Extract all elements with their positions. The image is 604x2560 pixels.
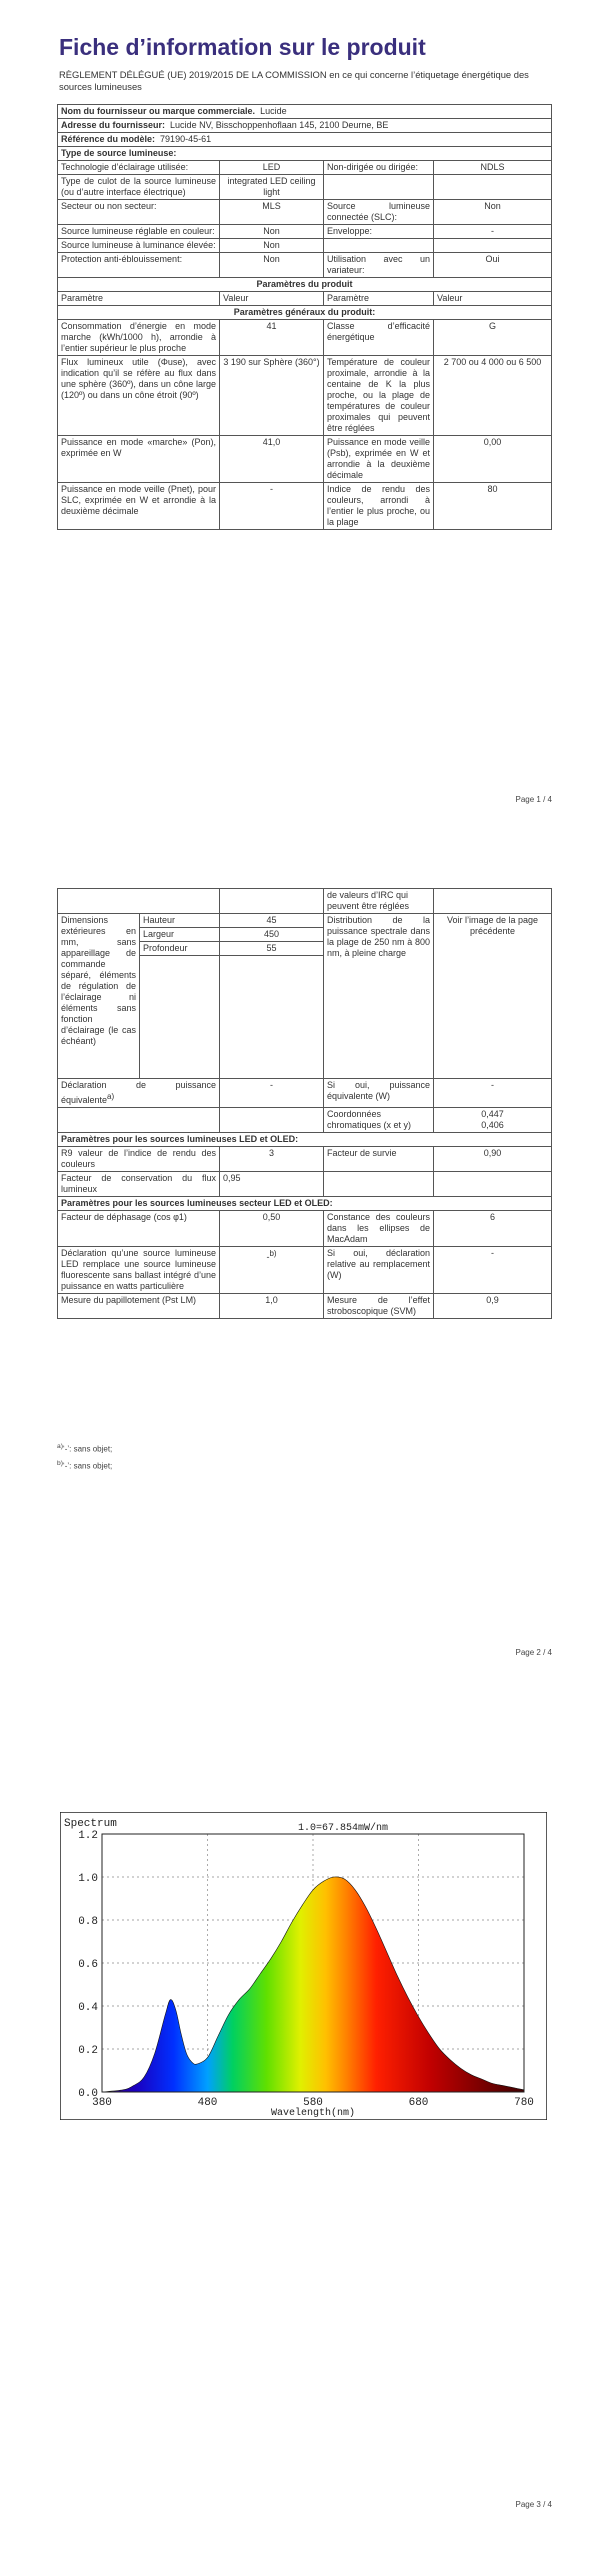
pf-value: 0,50 (220, 1211, 324, 1247)
maint-value: 0,95 (220, 1172, 324, 1197)
y-tick-label: 1.0 (78, 1873, 98, 1885)
led-params-header: Paramètres pour les sources lumineuses LED et OLED: (58, 1133, 552, 1147)
supplier-address-label: Adresse du fournisseur: (61, 120, 166, 130)
r9-row (58, 1147, 552, 1172)
macadam-value: 6 (434, 1211, 552, 1247)
type-row (58, 200, 552, 225)
type-row (58, 161, 552, 175)
general-row-label-2: Indice de rendu des couleurs, arrondi à l’entier le plus proche, ou la plage (324, 483, 434, 530)
type-row-label: Source lumineuse réglable en couleur: (58, 225, 220, 239)
type-row-label-2: Enveloppe: (324, 225, 434, 239)
y-tick-label: 0.0 (78, 2088, 98, 2100)
r9-label: R9 valeur de l’indice de rendu des couleurs (58, 1147, 220, 1172)
equiv-footnote-mark: a) (107, 1092, 115, 1101)
type-row-value-2: - (434, 225, 552, 239)
type-row-label-2: Source lumineuse connectée (SLC): (324, 200, 434, 225)
dim-label: Hauteur (140, 914, 220, 928)
dimensions-row (58, 914, 552, 928)
x-tick-label: 380 (92, 2097, 112, 2109)
type-row-value: Non (220, 225, 324, 239)
chromaticity-row (58, 1108, 552, 1133)
type-row (58, 239, 552, 253)
dim-label: Profondeur (140, 942, 220, 956)
replacement-row (58, 1247, 552, 1294)
dim-value: 55 (220, 942, 324, 956)
stroboscopic-label: Mesure de l’effet stroboscopique (SVM) (324, 1294, 434, 1319)
page-number: Page 2 / 4 (515, 1648, 552, 1657)
type-row-label: Protection anti-éblouissement: (58, 253, 220, 278)
supplier-name-value: Lucide (260, 106, 287, 116)
type-row-value: LED (220, 161, 324, 175)
general-row-label: Puissance en mode «marche» (Pon), exprimée en W (58, 436, 220, 483)
general-row-value: 3 190 sur Sphère (360°) (220, 356, 324, 436)
general-row-label-2: Température de couleur proximale, arrondie à la centaine de K la plus proche, ou la plage de températures de couleur proximales qui peuvent être réglées (324, 356, 434, 436)
footnote-b: $^{b)}$‘-’: sans objet; (57, 1460, 113, 1471)
general-row (58, 483, 552, 530)
cri-continued-row (58, 889, 552, 914)
equivalent-power-row (58, 1079, 552, 1108)
general-row-label-2: Puissance en mode veille (Psb), exprimée en W et arrondie à la deuxième décimale (324, 436, 434, 483)
footnote-a: $^{a)}$‘-’: sans objet; (57, 1443, 113, 1454)
pf-label: Facteur de déphasage (cos φ1) (58, 1211, 220, 1247)
type-row-label: Secteur ou non secteur: (58, 200, 220, 225)
type-row-value-2 (434, 175, 552, 200)
model-row (58, 133, 552, 147)
replace-footnote-mark: b) (269, 1249, 277, 1258)
y-tick-label: 0.8 (78, 1916, 98, 1928)
general-row-label: Consommation d’énergie en mode marche (kWh/1000 h), arrondie à l’entier supérieur le plus proche (58, 320, 220, 356)
type-row (58, 175, 552, 200)
page-number: Page 3 / 4 (515, 2500, 552, 2509)
type-row-value-2: Non (434, 200, 552, 225)
general-row-value: - (220, 483, 324, 530)
page-number: Page 1 / 4 (515, 795, 552, 804)
chroma-x: 0,447 (481, 1109, 504, 1119)
general-row-value: 41 (220, 320, 324, 356)
type-row-label: Source lumineuse à luminance élevée: (58, 239, 220, 253)
type-header-row (58, 147, 552, 161)
chroma-label: Coordonnées chromatiques (x et y) (324, 1108, 434, 1133)
col-value-header: Valeur (220, 292, 324, 306)
page-2 (0, 840, 604, 1700)
stroboscopic-value: 0,9 (434, 1294, 552, 1319)
equiv-value: - (220, 1079, 324, 1108)
col-param-header: Paramètre (58, 292, 220, 306)
type-row-value-2: Oui (434, 253, 552, 278)
maint-label: Facteur de conservation du flux lumineux (58, 1172, 220, 1197)
type-row (58, 225, 552, 239)
type-row (58, 253, 552, 278)
model-label: Référence du modèle: (61, 134, 156, 144)
params-section-header: Paramètres du produit (58, 278, 552, 292)
survival-value: 0,90 (434, 1147, 552, 1172)
equiv-label: Déclaration de puissance équivalente (61, 1080, 216, 1105)
general-row-value-2: 80 (434, 483, 552, 530)
type-row-label: Type de culot de la source lumineuse (ou d’autre interface électrique) (58, 175, 220, 200)
spectrum-svg (60, 1812, 547, 2120)
type-header: Type de source lumineuse: (58, 147, 552, 161)
x-tick-label: 680 (408, 2097, 429, 2109)
col-value-header-2: Valeur (434, 292, 552, 306)
supplier-address-row (58, 119, 552, 133)
type-row-value-2 (434, 239, 552, 253)
supplier-name-label: Nom du fournisseur ou marque commerciale. (61, 106, 256, 116)
product-info-table-continued (57, 888, 552, 1319)
general-row-value-2: 0,00 (434, 436, 552, 483)
general-row (58, 356, 552, 436)
type-row-value: integrated LED ceiling light (220, 175, 324, 200)
equiv-w-label: Si oui, puissance équivalente (W) (324, 1079, 434, 1108)
product-info-table (57, 104, 552, 530)
dim-value: 45 (220, 914, 324, 928)
document-title: Fiche d’information sur le produit (59, 34, 426, 60)
y-tick-label: 0.6 (78, 1959, 98, 1971)
general-row-value-2: G (434, 320, 552, 356)
type-row-value: Non (220, 253, 324, 278)
macadam-label: Constance des couleurs dans les ellipses de MacAdam (324, 1211, 434, 1247)
y-tick-label: 0.2 (78, 2045, 98, 2057)
replace-label: Déclaration qu’une source lumineuse LED remplace une source lumineuse fluorescente sans ballast intégré d’une puissance en watts particulière (58, 1247, 220, 1294)
type-row-value: MLS (220, 200, 324, 225)
spectral-value: Voir l’image de la page précédente (434, 914, 552, 1079)
dim-label: Largeur (140, 928, 220, 942)
y-tick-label: 0.4 (78, 2002, 98, 2014)
survival-label: Facteur de survie (324, 1147, 434, 1172)
general-row (58, 320, 552, 356)
chart-title: Spectrum (64, 1818, 117, 1830)
spectral-label: Distribution de la puissance spectrale dans la plage de 250 nm à 800 nm, à pleine charge (324, 914, 434, 1079)
page-1 (0, 0, 604, 820)
general-row-label: Flux lumineux utile (Φuse), avec indication qu’il se réfère au flux dans une sphère (360º), dans un cône large (120º) ou dans un cône étroit (90º) (58, 356, 220, 436)
general-params-header: Paramètres généraux du produit: (58, 306, 552, 320)
dim-value: 450 (220, 928, 324, 942)
type-row-label-2 (324, 175, 434, 200)
x-tick-label: 780 (514, 2097, 534, 2109)
power-factor-row (58, 1211, 552, 1247)
flicker-value: 1,0 (220, 1294, 324, 1319)
general-row (58, 436, 552, 483)
supplier-name-row (58, 105, 552, 119)
spectrum-chart (60, 1812, 547, 2120)
flicker-label: Mesure du papillotement (Pst LM) (58, 1294, 220, 1319)
x-tick-label: 580 (303, 2097, 323, 2109)
type-row-label-2: Non-dirigée ou dirigée: (324, 161, 434, 175)
mains-params-header: Paramètres pour les sources lumineuses secteur LED et OLED: (58, 1197, 552, 1211)
type-row-label-2: Utilisation avec un variateur: (324, 253, 434, 278)
replace-w-label: Si oui, déclaration relative au remplacement (W) (324, 1247, 434, 1294)
y-tick-label: 1.2 (78, 1830, 98, 1842)
type-row-label-2 (324, 239, 434, 253)
col-param-header-2: Paramètre (324, 292, 434, 306)
mains-header-row (58, 1197, 552, 1211)
general-row-label: Puissance en mode veille (Pnet), pour SLC, exprimée en W et arrondie à la deuxième décimale (58, 483, 220, 530)
flicker-row (58, 1294, 552, 1319)
general-row-label-2: Classe d’efficacité énergétique (324, 320, 434, 356)
replace-value: - (266, 1252, 270, 1262)
params-section-row (58, 278, 552, 292)
general-header-row (58, 306, 552, 320)
equiv-w-value: - (434, 1079, 552, 1108)
model-value: 79190-45-61 (160, 134, 212, 144)
led-header-row (58, 1133, 552, 1147)
type-row-value-2: NDLS (434, 161, 552, 175)
general-row-value-2: 2 700 ou 4 000 ou 6 500 (434, 356, 552, 436)
x-axis-label: Wavelength(nm) (270, 2108, 356, 2119)
general-row-value: 41,0 (220, 436, 324, 483)
x-tick-label: 480 (197, 2097, 218, 2109)
supplier-address-value: Lucide NV, Bisschoppenhoflaan 145, 2100 Deurne, BE (170, 120, 389, 130)
dimensions-label: Dimensions extérieures en mm, sans appareillage de commande séparé, éléments de régulation de l’éclairage ni éléments sans fonction d’éclairage (le cas échéant) (58, 914, 140, 1079)
replace-w-value: - (434, 1247, 552, 1294)
document-subtitle: RÈGLEMENT DÉLÉGUÉ (UE) 2019/2015 DE LA COMMISSION en ce qui concerne l’étiquetage énergétique des sources lumineuses (59, 69, 529, 92)
type-row-value: Non (220, 239, 324, 253)
r9-value: 3 (220, 1147, 324, 1172)
maintenance-row (58, 1172, 552, 1197)
type-row-label: Technologie d’éclairage utilisée: (58, 161, 220, 175)
chroma-y: 0,406 (481, 1120, 504, 1130)
cri-continued-text: de valeurs d’IRC qui peuvent être réglées (324, 889, 434, 914)
params-columns-row (58, 292, 552, 306)
chart-annotation: 1.0=67.854mW/nm (298, 1823, 389, 1834)
